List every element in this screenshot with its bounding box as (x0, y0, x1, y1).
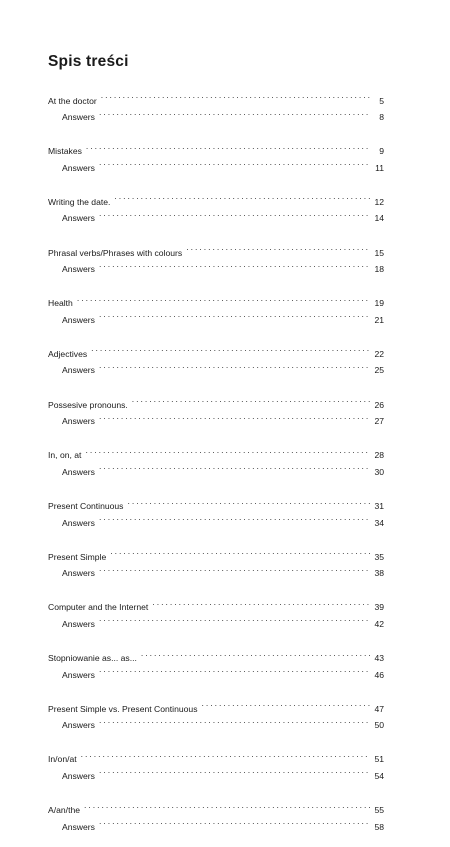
leader-dots (84, 797, 370, 814)
leader-dots (141, 645, 370, 662)
toc-entry[interactable] (48, 290, 384, 307)
leader-dots (99, 560, 370, 577)
leader-dots (99, 458, 370, 475)
toc-answers-title: Answers (62, 770, 95, 781)
toc-answers-entry[interactable] (48, 813, 384, 830)
toc-entry-title: Health (48, 298, 73, 309)
leader-dots (86, 138, 370, 155)
toc-section (48, 290, 384, 323)
toc-answers-page: 18 (374, 264, 384, 275)
toc-answers-entry[interactable] (48, 357, 384, 374)
toc-answers-entry[interactable] (48, 560, 384, 577)
toc-entry-page: 55 (374, 805, 384, 816)
toc-answers-page: 14 (374, 213, 384, 224)
leader-dots (99, 762, 370, 779)
toc-answers-page: 21 (374, 314, 384, 325)
toc-answers-entry[interactable] (48, 104, 384, 121)
toc-answers-page: 25 (374, 365, 384, 376)
toc-entry[interactable] (48, 138, 384, 155)
toc-entry-page: 15 (374, 247, 384, 258)
toc-answers-title: Answers (62, 416, 95, 427)
toc-section (48, 442, 384, 475)
toc-entry[interactable] (48, 543, 384, 560)
toc-entry-page: 28 (374, 450, 384, 461)
toc-entry-page: 19 (374, 298, 384, 309)
leader-dots (101, 87, 370, 104)
toc-answers-title: Answers (62, 213, 95, 224)
toc-answers-page: 50 (374, 720, 384, 731)
toc-answers-page: 46 (374, 669, 384, 680)
toc-answers-entry[interactable] (48, 154, 384, 171)
toc-section (48, 594, 384, 627)
toc-section (48, 493, 384, 526)
toc-section (48, 695, 384, 731)
toc-entry-title: Phrasal verbs/Phrases with colours (48, 247, 183, 258)
toc-section (48, 797, 384, 830)
toc-answers-entry[interactable] (48, 306, 384, 323)
toc-answers-title: Answers (62, 365, 95, 376)
toc-answers-page: 30 (374, 466, 384, 477)
toc-answers-title: Answers (62, 517, 95, 528)
leader-dots (114, 188, 370, 205)
leader-dots (132, 391, 370, 408)
leader-dots (99, 256, 370, 273)
toc-entry-page: 22 (374, 348, 384, 359)
toc-answers-title: Answers (62, 618, 95, 629)
toc-entry-title: Present Simple vs. Present Continuous (48, 703, 198, 714)
toc-answers-page: 34 (374, 517, 384, 528)
toc-answers-page: 54 (374, 770, 384, 781)
leader-dots (152, 594, 370, 611)
toc-entry-title: Adjectives (48, 348, 88, 359)
toc-entry-title: Computer and the Internet (48, 602, 149, 613)
toc-answers-page: 38 (374, 568, 384, 579)
leader-dots (110, 543, 370, 560)
toc-answers-title: Answers (62, 314, 95, 325)
leader-dots (99, 610, 370, 627)
toc-section (48, 543, 384, 579)
toc-answers-title: Answers (62, 669, 95, 680)
toc-section (48, 746, 384, 779)
toc-entry-page: 5 (379, 95, 384, 106)
toc-answers-title: Answers (62, 162, 95, 173)
leader-dots (99, 205, 370, 222)
toc-section (48, 645, 384, 678)
toc-answers-page: 58 (374, 821, 384, 832)
leader-dots (85, 442, 370, 459)
leader-dots (99, 509, 370, 526)
toc-entry[interactable] (48, 645, 384, 662)
toc-entry-page: 12 (374, 196, 384, 207)
leader-dots (99, 357, 370, 374)
leader-dots (127, 493, 370, 510)
toc-entry-title: In/on/at (48, 754, 77, 765)
leader-dots (99, 306, 370, 323)
toc-section (48, 391, 384, 427)
toc-answers-entry[interactable] (48, 661, 384, 678)
toc-entry-page: 39 (374, 602, 384, 613)
toc-entry-page: 51 (374, 754, 384, 765)
toc-entry[interactable] (48, 87, 384, 104)
toc-entry[interactable] (48, 746, 384, 763)
toc-entry-page: 9 (379, 146, 384, 157)
toc-entry-page: 26 (374, 399, 384, 410)
toc-entry-title: A/an/the (48, 805, 81, 816)
toc-entry[interactable] (48, 797, 384, 814)
toc-entry-title: In, on, at (48, 450, 82, 461)
toc-entry[interactable] (48, 340, 384, 357)
toc-answers-entry[interactable] (48, 610, 384, 627)
toc-answers-entry[interactable] (48, 458, 384, 475)
leader-dots (99, 813, 370, 830)
toc-answers-entry[interactable] (48, 712, 384, 729)
leader-dots (186, 239, 370, 256)
toc-entry[interactable] (48, 442, 384, 459)
toc-entry[interactable] (48, 594, 384, 611)
toc-answers-page: 42 (374, 618, 384, 629)
toc-entry-page: 35 (374, 551, 384, 562)
leader-dots (91, 340, 370, 357)
toc-answers-title: Answers (62, 466, 95, 477)
toc-answers-page: 8 (379, 112, 384, 122)
leader-dots (81, 746, 370, 763)
toc-entry-title: Possesive pronouns. (48, 399, 128, 410)
toc-answers-title: Answers (62, 821, 95, 832)
toc-answers-page: 27 (374, 416, 384, 427)
leader-dots (99, 154, 370, 171)
toc-entry[interactable] (48, 188, 384, 205)
toc-entry-page: 31 (374, 501, 384, 511)
toc-answers-entry[interactable] (48, 762, 384, 779)
toc-answers-title: Answers (62, 568, 95, 579)
toc-entry-title: At the doctor (48, 95, 97, 106)
table-of-contents (48, 87, 384, 847)
toc-entry[interactable] (48, 493, 384, 510)
toc-answers-page: 11 (375, 162, 384, 173)
leader-dots (99, 661, 370, 678)
toc-entry[interactable] (48, 695, 384, 712)
toc-entry-title: Present Simple (48, 551, 107, 562)
toc-section (48, 239, 384, 275)
toc-answers-entry[interactable] (48, 509, 384, 526)
toc-entry-page: 43 (374, 653, 384, 664)
leader-dots (99, 712, 370, 729)
toc-answers-title: Answers (62, 112, 95, 122)
toc-entry-title: Writing the date. (48, 196, 111, 207)
toc-answers-entry[interactable] (48, 256, 384, 273)
toc-entry-title: Present Continuous (48, 501, 124, 511)
toc-answers-entry[interactable] (48, 205, 384, 222)
toc-section (48, 87, 384, 120)
toc-section (48, 138, 384, 171)
toc-section (48, 188, 384, 224)
toc-answers-title: Answers (62, 264, 95, 275)
toc-answers-title: Answers (62, 720, 95, 731)
leader-dots (77, 290, 370, 307)
page-title: Spis treści (48, 53, 129, 70)
leader-dots (99, 408, 370, 425)
leader-dots (202, 695, 370, 712)
toc-entry-page: 47 (374, 703, 384, 714)
toc-section (48, 340, 384, 376)
toc-answers-entry[interactable] (48, 408, 384, 425)
toc-entry[interactable] (48, 391, 384, 408)
toc-entry-title: Mistakes (48, 146, 82, 157)
toc-entry[interactable] (48, 239, 384, 256)
leader-dots (99, 104, 370, 121)
toc-entry-title: Stopniowanie as... as... (48, 653, 137, 664)
